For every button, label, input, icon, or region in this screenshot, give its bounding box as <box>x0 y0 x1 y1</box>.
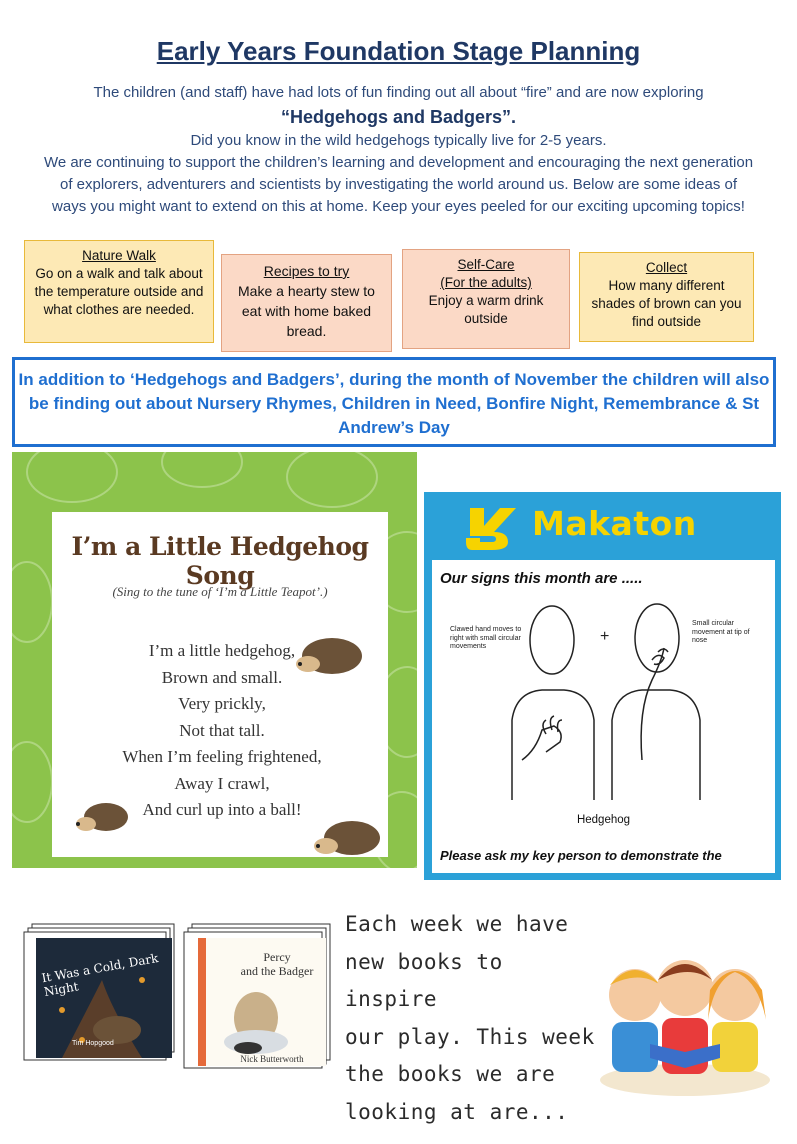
intro-line-3: We are continuing to support the children’s learning and development and encouraging the next generation <box>43 154 754 171</box>
idea-card-collect <box>579 252 754 342</box>
book-percy-and-the-badger <box>182 920 332 1070</box>
makaton-footer: Please ask my key person to demonstrate the <box>440 848 722 863</box>
lyric-line: And curl up into a ball! <box>142 800 302 819</box>
page-title: Early Years Foundation Stage Planning <box>156 36 641 66</box>
lyric-line: Very prickly, <box>178 694 266 713</box>
lyric-line: Away I crawl, <box>174 773 270 793</box>
hedgehog-song-poster <box>12 452 417 868</box>
weekly-line: the books we are <box>345 1062 556 1086</box>
card-body: Enjoy a warm drink outside <box>428 293 544 326</box>
card-body: Go on a walk and talk about the temperature outside and what clothes are needed. <box>34 266 204 317</box>
intro-line-5: ways you might want to extend on this at home. Keep your eyes peeled for our exciting upcoming topics! <box>52 198 745 215</box>
book1-title: It Was a Cold, Dark Night <box>40 950 160 1000</box>
book2-title <box>222 950 332 978</box>
card-body: How many different shades of brown can you find outside <box>591 278 742 329</box>
weekly-line: looking at are... <box>345 1099 569 1124</box>
plus-sign: + <box>600 628 610 645</box>
card-title: Recipes to try <box>263 263 350 279</box>
hedgehog-icon <box>74 797 130 835</box>
november-topics-box: In addition to ‘Hedgehogs and Badgers’, during the month of November the children will also be finding out about Nursery Rhymes, Children in Need, Bonfire Night, Remembrance & St Andrew’s Day <box>12 357 776 447</box>
book2-title-line: Percy <box>263 950 291 964</box>
book-cold-dark-night <box>22 920 180 1062</box>
idea-card-recipes <box>221 254 392 352</box>
lyric-line: Brown and small. <box>161 667 283 687</box>
topic-heading: “Hedgehogs and Badgers”. <box>280 107 517 127</box>
card-title: Nature Walk <box>82 248 156 263</box>
weekly-line: our play. This week <box>345 1024 595 1049</box>
children-reading-illustration <box>590 940 780 1100</box>
card-body: Make a hearty stew to eat with home baked bread. <box>238 283 375 339</box>
weekly-line: Each week we have <box>345 912 569 936</box>
makaton-header <box>426 494 779 558</box>
makaton-brand: Makaton <box>532 504 697 543</box>
right-sign-note: Small circular movement at tip of nose <box>692 620 750 644</box>
intro-line-1: The children (and staff) have had lots of fun finding out all about “fire” and are now exploring <box>93 84 704 101</box>
intro-line-4: of explorers, adventurers and scientists by investigating the world around us. Below are some ideas of <box>59 176 738 193</box>
hedgehog-icon <box>312 814 382 862</box>
left-sign-note: Clawed hand moves to right with small circular movements <box>450 626 522 650</box>
lyric-line: Not that tall. <box>179 720 265 740</box>
song-title: I’m a Little Hedgehog Song <box>71 532 369 590</box>
sign-word-label: Hedgehog <box>576 814 631 826</box>
book2-title-line: and the Badger <box>240 964 314 978</box>
makaton-logo-icon <box>462 502 524 552</box>
book-stack-icon <box>182 920 332 1070</box>
makaton-sign-card <box>432 560 775 873</box>
idea-card-nature-walk <box>24 240 214 343</box>
card-title: Collect <box>645 260 688 275</box>
idea-card-self-care <box>402 249 570 349</box>
intro-line-2: Did you know in the wild hedgehogs typically live for 2-5 years. <box>190 132 607 149</box>
lyric-line: When I’m feeling frightened, <box>122 747 322 766</box>
makaton-subtitle: Our signs this month are ..... <box>440 570 643 587</box>
card-subtitle: (For the adults) <box>440 275 532 290</box>
book2-author: Nick Butterworth <box>240 1054 304 1064</box>
song-subtitle: (Sing to the tune of ‘I’m a Little Teapot’.) <box>112 584 328 599</box>
hedgehog-icon <box>294 630 364 678</box>
intro-text <box>20 82 777 218</box>
lyric-line: I’m a little hedgehog, <box>148 641 296 660</box>
book1-author: Tim Hopgood <box>72 1040 114 1047</box>
weekly-line: new books to inspire <box>345 949 503 1011</box>
hedgehog-sign-illustration <box>502 600 722 800</box>
weekly-books-text <box>345 906 595 1131</box>
makaton-panel <box>424 492 781 880</box>
card-title: Self-Care <box>457 257 515 272</box>
